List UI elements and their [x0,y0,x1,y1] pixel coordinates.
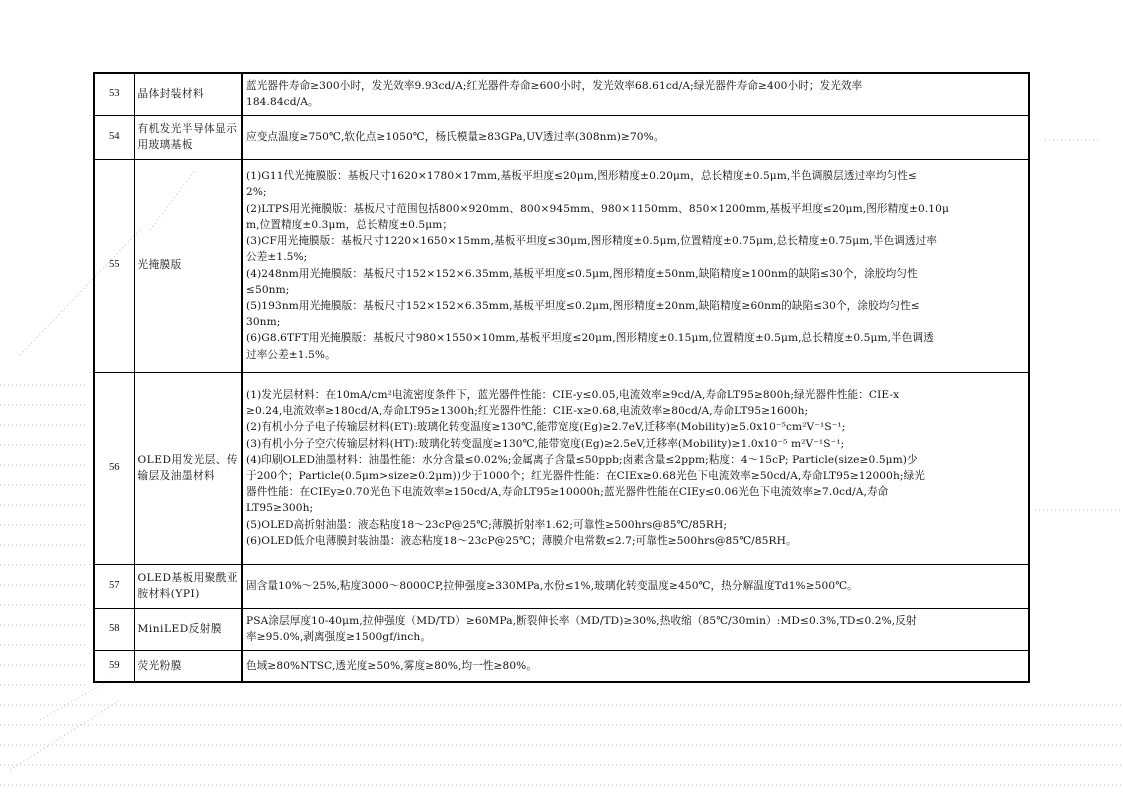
spec-description [242,650,1029,682]
material-spec-table [93,72,1030,683]
spec-line: (1)G11代光掩膜版：基板尺寸1620×1780×17mm,基板平坦度≤20μm,图形精度±0.20μm，总长精度±0.5μm,半色调膜层透过率均匀性≤ [246,170,917,183]
row-number: 55 [94,159,134,372]
spec-line: (6)G8.6TFT用光掩膜版：基板尺寸980×1550×10mm,基板平坦度≤20μm,图形精度±0.15μm,位置精度±0.5μm,总长精度±0.5μm,半色调透 [246,332,934,345]
spec-line: 色域≥80%NTSC,透光度≥50%,雾度≥80%,均一性≥80%。 [246,659,538,672]
spec-line: 30nm; [246,316,281,329]
material-name: 晶体封装材料 [134,73,242,115]
spec-line: 过率公差±1.5%。 [246,348,336,361]
table-row [94,372,1029,564]
material-name: 荧光粉膜 [134,650,242,682]
spec-line: (4)印刷OLED油墨材料：油墨性能：水分含量≤0.02%;金属离子含量≤50ppb;卤素含量≤2ppm;粘度：4～15cP; Particle(size≥0.5μm)少 [246,453,918,466]
table-row [94,608,1029,650]
spec-description [242,564,1029,608]
spec-line: (1)发光层材料：在10mA/cm²电流密度条件下，蓝光器件性能：CIE-y≤0.05,电流效率≥9cd/A,寿命LT95≥800h;绿光器件性能：CIE-x [246,388,900,401]
spec-description [242,159,1029,372]
spec-line: m,位置精度±0.3μm，总长精度±0.5μm； [246,218,454,231]
spec-line: 2%; [246,186,267,199]
row-number: 58 [94,608,134,650]
row-number: 53 [94,73,134,115]
spec-line: 应变点温度≥750℃,软化点≥1050℃，杨氏模量≥83GPa,UV透过率(308nm)≥70%。 [246,130,665,143]
material-name: 有机发光半导体显示用玻璃基板 [134,115,242,159]
table-row [94,115,1029,159]
spec-line: 于200个；Particle(0.5μm>size≥0.2μm))少于1000个；红光器件性能：在CIEx≥0.68光色下电流效率≥50cd/A,寿命LT95≥12000h;绿光 [246,470,925,482]
spec-line: 固含量10%～25%,粘度3000～8000CP,拉伸强度≥330MPa,水份≤1%,玻璃化转变温度≥450℃，热分解温度Td1%≥500℃。 [246,579,858,592]
spec-line: (3)CF用光掩膜版：基板尺寸1220×1650×15mm,基板平坦度≤30μm,图形精度±0.5μm,位置精度±0.75μm,总长精度±0.75μm,半色调透过率 [246,235,938,248]
row-number: 54 [94,115,134,159]
spec-line: 率≥95.0%,剥离强度≥1500gf/inch。 [246,631,432,643]
spec-line: (2)有机小分子电子传输层材料(ET):玻璃化转变温度≥130℃,能带宽度(Eg)≥2.7eV,迁移率(Mobility)≥5.0x10⁻⁵cm²V⁻¹S⁻¹; [246,421,846,434]
spec-line: ≥0.24,电流效率≥180cd/A,寿命LT95≥1300h;红光器件性能：CIE-x≥0.68,电流效率≥80cd/A,寿命LT95≥1600h; [246,405,809,418]
material-name: 光掩膜版 [134,159,242,372]
spec-line: (6)OLED低介电薄膜封装油墨：液态粘度18～23cP@25℃；薄膜介电常数≤2.7;可靠性≥500hrs@85℃/85RH。 [246,534,797,547]
material-name: OLED用发光层、传输层及油墨材料 [134,372,242,564]
spec-line: LT95≥300h; [246,502,314,515]
spec-line: (5)OLED高折射油墨：液态粘度18～23cP@25℃;薄膜折射率1.62;可靠性≥500hrs@85℃/85RH; [246,518,727,531]
spec-description [242,372,1029,564]
spec-line: 蓝光器件寿命≥300小时，发光效率9.93cd/A;红光器件寿命≥600小时，发光效率68.61cd/A;绿光器件寿命≥400小时；发光效率 [246,80,863,93]
spec-line: (5)193nm用光掩膜版：基板尺寸152×152×6.35mm,基板平坦度≤0.2μm,图形精度±20nm,缺陷精度≥60nm的缺陷≤30个，涂胶均匀性≤ [246,299,920,312]
spec-description [242,115,1029,159]
row-number: 57 [94,564,134,608]
row-number: 59 [94,650,134,682]
spec-line: 184.84cd/A。 [246,96,319,109]
spec-line: (4)248nm用光掩膜版：基板尺寸152×152×6.35mm,基板平坦度≤0.5μm,图形精度±50nm,缺陷精度≥100nm的缺陷≤30个，涂胶均匀性 [246,267,918,280]
spec-line: 器件性能：在CIEy≥0.70光色下电流效率≥150cd/A,寿命LT95≥10000h;蓝光器件性能在CIEy≤0.06光色下电流效率≥7.0cd/A,寿命 [246,486,889,499]
spec-line: PSA涂层厚度10-40μm,拉伸强度（MD/TD）≥60MPa,断裂伸长率（MD/TD)≥30%,热收缩（85℃/30min）:MD≤0.3%,TD≤0.2%,反射 [246,614,917,627]
spec-description [242,608,1029,650]
table-row [94,73,1029,115]
spec-description [242,73,1029,115]
spec-line: ≤50nm; [246,283,290,296]
spec-line: (2)LTPS用光掩膜版：基板尺寸范围包括800×920mm、800×945mm、980×1150mm、850×1200mm,基板平坦度≤20μm,图形精度±0.10μ [246,202,949,215]
table-row [94,564,1029,608]
material-name: OLED基板用聚酰亚胺材料(YPI) [134,564,242,608]
spec-line: (3)有机小分子空穴传输层材料(HT):玻璃化转变温度≥130℃,能带宽度(Eg)≥2.5eV,迁移率(Mobility)≥1.0x10⁻⁵ m²V⁻¹S⁻¹; [246,437,845,450]
row-number: 56 [94,372,134,564]
spec-line: 公差±1.5%; [246,251,308,264]
table-row [94,159,1029,372]
material-name: MiniLED反射膜 [134,608,242,650]
table-row [94,650,1029,682]
